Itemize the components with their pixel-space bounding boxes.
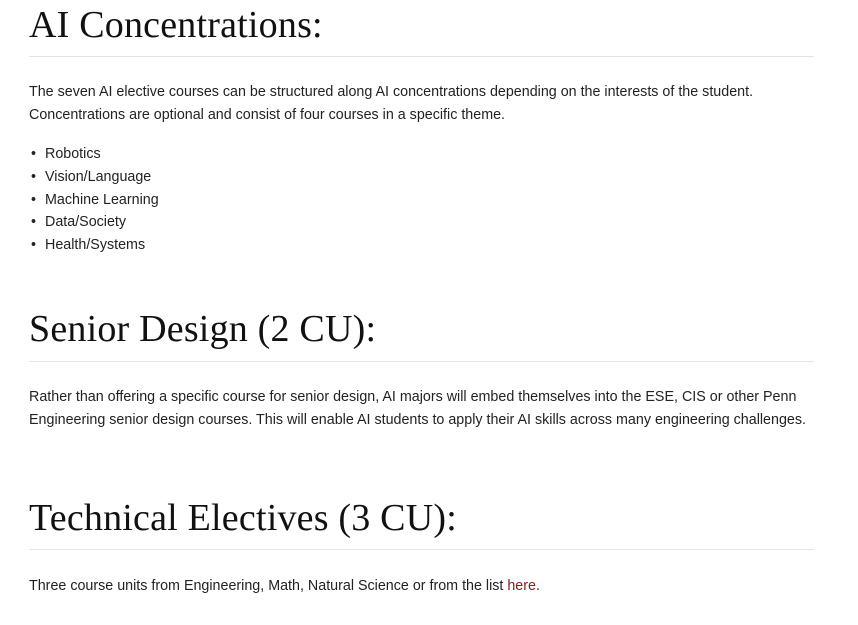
- bullet-icon: •: [31, 191, 37, 208]
- list-item-label: Health/Systems: [45, 237, 146, 254]
- list-item-label: Data/Society: [45, 214, 127, 231]
- ai-concentrations-paragraph: The seven AI elective courses can be structured along AI concentrations depending on the interests of the student. Concentrations are optional and consist of four courses in a specific theme.: [29, 84, 754, 123]
- bullet-icon: •: [31, 214, 37, 231]
- concentrations-list: [29, 143, 159, 257]
- list-item-label: Machine Learning: [45, 191, 159, 208]
- list-item: [29, 211, 159, 234]
- technical-electives-divider: [29, 549, 814, 550]
- list-item: [29, 143, 159, 166]
- bullet-icon: •: [31, 237, 37, 254]
- here-link[interactable]: here: [507, 578, 536, 594]
- list-item-label: Vision/Language: [45, 168, 152, 185]
- bullet-icon: •: [31, 168, 37, 185]
- technical-electives-period: .: [535, 578, 540, 594]
- ai-concentrations-divider: [29, 56, 814, 57]
- bullet-icon: •: [31, 146, 37, 162]
- senior-design-paragraph: Rather than offering a specific course for senior design, AI majors will embed themselves into the ESE, CIS or other Penn Engineering senior design courses. This will enable AI students to apply their AI skills across many engineering challenges.: [29, 389, 806, 428]
- senior-design-divider: [29, 361, 814, 362]
- list-item-label: Robotics: [45, 146, 101, 162]
- list-item: [29, 234, 159, 257]
- senior-design-heading: Senior Design (2 CU):: [29, 308, 377, 350]
- ai-concentrations-heading: AI Concentrations:: [29, 4, 323, 46]
- list-item: [29, 189, 159, 212]
- technical-electives-text: Three course units from Engineering, Math, Natural Science or from the list: [29, 578, 508, 594]
- technical-electives-heading: Technical Electives (3 CU):: [29, 497, 457, 539]
- technical-electives-paragraph: [29, 575, 814, 598]
- list-item: [29, 166, 159, 189]
